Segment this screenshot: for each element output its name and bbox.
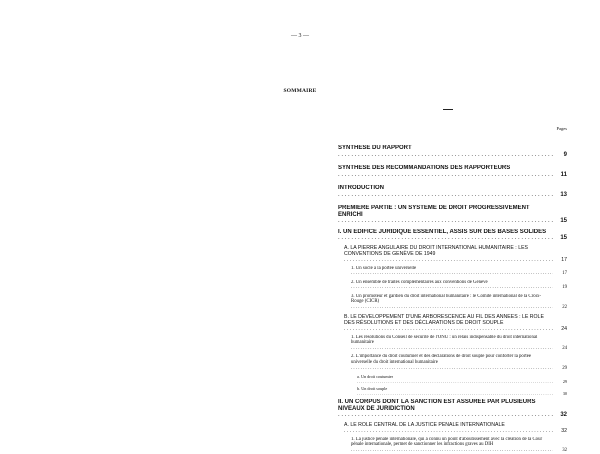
toc-entry[interactable]: [338, 314, 567, 332]
toc-entry-page: 32: [561, 427, 567, 434]
toc-entry-page: 32: [560, 412, 567, 419]
toc-entry[interactable]: [338, 229, 567, 242]
toc-entry-text: 2. Un ensemble de traités complémentaires aux conventions de Genève: [351, 279, 488, 285]
toc-entry[interactable]: [338, 280, 567, 291]
toc-entry-text: PREMIÈRE PARTIE : UN SYSTÈME DE DROIT PROGRESSIVEMENT ENRICHI: [338, 205, 530, 218]
page-title: SOMMAIRE: [283, 88, 317, 94]
toc-entry-text: b. Un droit souple: [357, 386, 388, 392]
title-rule: [443, 109, 453, 110]
toc-entry-page: 24: [562, 345, 567, 351]
table-of-contents: [338, 145, 567, 454]
toc-entry-text: 1. La justice pénale internationale, qui a connu un point d'aboutissement avec la création de la Cour pénale internationale, permet de sanctionner les infractions graves au DIH: [351, 436, 543, 448]
toc-entry-text: 1. Les résolutions du Conseil de sécurité de l'ONU : un relais indispensable du droit international humanitaire: [351, 334, 538, 346]
toc-entry[interactable]: [338, 294, 567, 311]
toc-entry-page: 9: [563, 151, 567, 158]
toc-entry[interactable]: [338, 165, 567, 178]
toc-entry[interactable]: [338, 437, 567, 454]
toc-entry-text: 3. Un promoteur et gardien du droit international humanitaire : le Comité international de la Croix-Rouge (CICR): [351, 293, 541, 305]
toc-entry-text: INTRODUCTION: [338, 185, 384, 191]
toc-entry-page: 15: [560, 235, 567, 241]
toc-entry[interactable]: [338, 185, 567, 198]
page-number: — 3 —: [291, 33, 309, 39]
toc-entry[interactable]: [338, 205, 567, 225]
toc-entry[interactable]: [338, 245, 567, 263]
toc-entry-page: 29: [562, 379, 567, 385]
toc-entry-page: 15: [560, 218, 567, 224]
toc-entry-page: 22: [562, 305, 567, 311]
toc-entry-text: B. LE DÉVELOPPEMENT D'UNE ARBORESCENCE AU FIL DES ANNÉES : LE RÔLE DES RÉSOLUTIONS ET DES DÉCLARATIONS DE DROIT SOUPLE: [344, 313, 544, 326]
toc-entry-page: 13: [560, 191, 567, 198]
pages-column-label: Pages: [556, 126, 567, 131]
toc-entry[interactable]: [338, 422, 567, 434]
toc-entry-text: SYNTHÈSE DU RAPPORT: [338, 145, 412, 151]
toc-entry-page: 17: [561, 256, 567, 263]
toc-entry-page: 19: [562, 285, 567, 291]
toc-entry-page: 11: [560, 171, 567, 178]
toc-entry-text: 2. L'importance du droit coutumier et des déclarations de droit souple pour conforter la portée universelle du droit international humanitaire: [351, 354, 532, 366]
toc-entry-text: II. UN CORPUS DONT LA SANCTION EST ASSURÉE PAR PLUSIEURS NIVEAUX DE JURIDICTION: [338, 399, 536, 412]
toc-entry[interactable]: [338, 386, 567, 396]
toc-entry-text: SYNTHÈSE DES RECOMMANDATIONS DES RAPPORTEURS: [338, 165, 511, 171]
toc-entry-page: 17: [562, 271, 567, 277]
toc-entry-page: 32: [562, 447, 567, 453]
toc-entry-page: 30: [562, 391, 567, 397]
toc-entry[interactable]: [338, 354, 567, 371]
toc-entry-text: a. Un droit coutumier: [357, 374, 394, 380]
toc-entry[interactable]: [338, 145, 567, 158]
toc-entry-page: 29: [562, 365, 567, 371]
toc-entry-text: A. LE RÔLE CENTRAL DE LA JUSTICE PÉNALE INTERNATIONALE: [344, 421, 505, 428]
toc-entry[interactable]: [338, 374, 567, 384]
toc-entry-page: 24: [561, 325, 567, 332]
toc-entry[interactable]: [338, 266, 567, 277]
toc-entry[interactable]: [338, 335, 567, 352]
toc-entry-text: A. LA PIERRE ANGULAIRE DU DROIT INTERNATIONAL HUMANITAIRE : LES CONVENTIONS DE GENÈVE DE 1949: [344, 244, 528, 257]
toc-entry-text: 1. Un socle à la portée universelle: [351, 265, 417, 271]
toc-entry[interactable]: [338, 399, 567, 419]
toc-entry-text: I. UN ÉDIFICE JURIDIQUE ESSENTIEL, ASSIS SUR DES BASES SOLIDES: [338, 228, 547, 235]
